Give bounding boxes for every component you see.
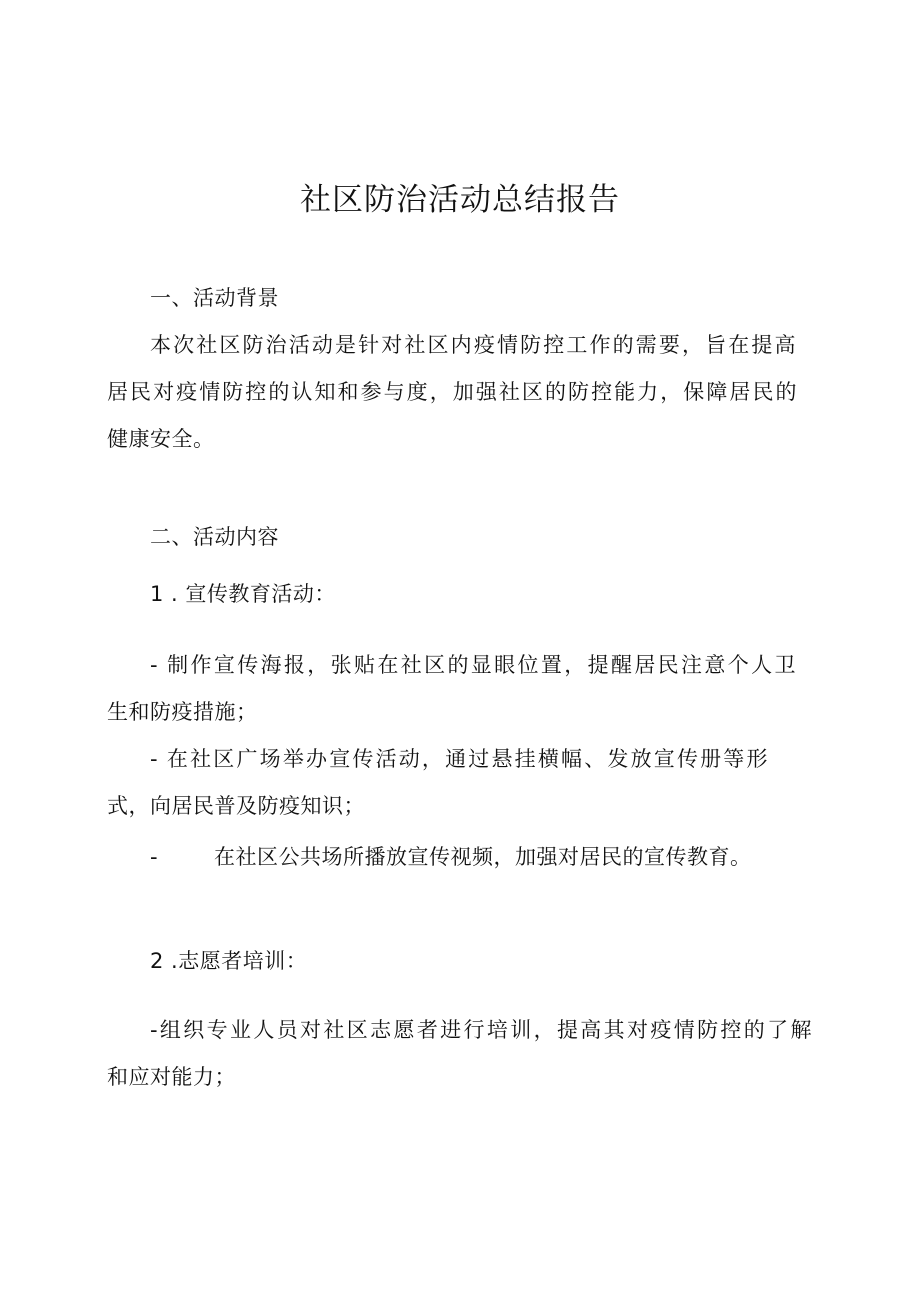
subsection-heading-publicity: 1 . 宣传教育活动：: [150, 582, 336, 606]
list-item-line: 和应对能力；: [107, 1065, 236, 1089]
list-item-line: 式，向居民普及防疫知识；: [107, 794, 365, 818]
section-heading-content: 二、活动内容: [150, 525, 279, 549]
paragraph-line: 本次社区防治活动是针对社区内疫情防控工作的需要，旨在提高: [150, 333, 796, 357]
list-item-line: -组织专业人员对社区志愿者进行培训，提高其对疫情防控的了解: [150, 1018, 812, 1042]
list-item-line: 生和防疫措施；: [107, 700, 258, 724]
section-heading-background: 一、活动背景: [150, 286, 279, 310]
list-item-line: 在社区公共场所播放宣传视频，加强对居民的宣传教育。: [214, 845, 752, 869]
paragraph-line: 健康安全。: [107, 427, 215, 451]
subsection-heading-volunteer-training: 2 .志愿者培训：: [150, 949, 308, 973]
list-item-dash: -: [150, 845, 159, 869]
list-item-line: - 在社区广场举办宣传活动，通过悬挂横幅、发放宣传册等形: [150, 747, 768, 771]
document-title: 社区防治活动总结报告: [300, 182, 620, 218]
paragraph-line: 居民对疫情防控的认知和参与度，加强社区的防控能力，保障居民的: [107, 380, 797, 404]
list-item-line: - 制作宣传海报，张贴在社区的显眼位置，提醒居民注意个人卫: [150, 653, 796, 677]
